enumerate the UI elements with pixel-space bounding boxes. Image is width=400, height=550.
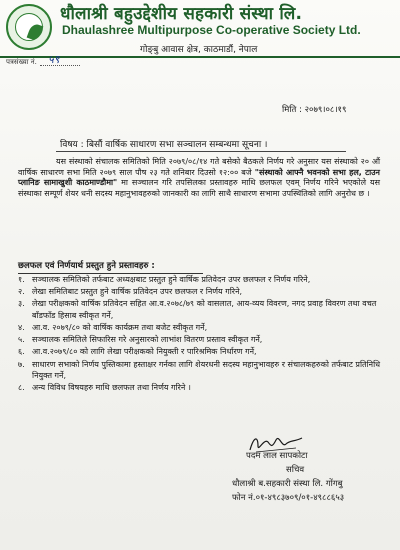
signatory-name: पदम लाल सापकोटा (246, 451, 308, 461)
notice-date: मिति : २०७९।०८।१९ (282, 105, 347, 115)
agenda-item: ३. लेखा परीक्षकको वार्षिक प्रतिवेदन सहित आ.व.२०७८/७९ को वासलात, आय-व्यय विवरण, नगद प्रवाह विवरण तथा वचत बाँडफाँड हिसाब स्वीकृत गर्ने, (18, 299, 377, 320)
agenda-heading: छलफल एवं निर्णयार्थ प्रस्तुत हुने प्रस्तावहरु : (18, 261, 155, 271)
agenda-item: ८. अन्य विविध विषयहरु माथि छलफल तथा निर्णय गरिने । (18, 383, 191, 393)
agenda-list (18, 274, 388, 394)
signatory-org: धौलाश्री ब.सहकारी संस्था लि. गोंगबु (232, 479, 343, 489)
agenda-item: ४. आ.व. २०७९/८० को वार्षिक कार्यक्रम तथा बजेट स्वीकृत गर्ने, (18, 323, 208, 333)
body-part1: यस संस्थाको संचालक समितिको मिति २०७९/०८/१४ गते बसेको बैठकले निर्णय गरे अनुसार यस संस्थाको २० औं वार्षिक साधारण सभा मिति २०७९ साल पौष २३ गते शनिबार दिउसो १२:०० बजे (18, 157, 380, 177)
agenda-item: ६. आ.व.२०७९/८० को लागि लेखा परीक्षकको नियुक्ती र पारिश्रमिक निर्धारण गर्ने, (18, 347, 257, 357)
signatory-phone: फोन नं.०१-४९८३७०९/०१-४९८८६५३ (232, 493, 345, 503)
subject-underline (56, 151, 346, 152)
body-part2: मा सञ्चालन गरि तपसिलका प्रस्तावहरु माथि छलफल एवम् निर्णय गरिने भएकोले यस संस्थाका सम्पूर्ण शेयर धनी सदस्य महानुभावहरुको जानकारी का लागि साथै साधारण सभामा उपस्थितिको लागि अनुरोध छ । (18, 178, 380, 198)
notice-subject: विषय : बिसौं वार्षिक साधारण सभा सञ्चालन सम्बन्धमा सूचना । (60, 140, 268, 150)
agenda-item: ५. सञ्चालक समितिले सिफारिस गरे अनुसारको लाभांश वितरण प्रस्ताव स्वीकृत गर्ने, (18, 335, 263, 345)
signatory-role: सचिव (286, 465, 305, 475)
org-title-english: Dhaulashree Multipurpose Co-operative Society Ltd. (62, 23, 361, 37)
cooperative-logo-icon (6, 4, 52, 50)
agenda-item: ७. साधारण सभाको निर्णय पुस्तिकामा हस्ताक्षर गर्नका लागि शेयरधनी सदस्य महानुभावहरु र संचालकहरुको तर्फबाट प्रतिनिधि नियुक्त गर्ने, (18, 359, 381, 381)
body-venue: "संस्थाको आफ्नै भवनको सभा हल, टाउन प्लानिङ सामाखुशी काठमाण्डौमा" (18, 167, 380, 188)
notice-body (18, 157, 380, 199)
reg-label: पत्रसंख्या नं. (6, 58, 37, 66)
agenda-item: १. सञ्चालक समितिको तर्फबाट अध्यक्षबाट प्रस्तुत हुने वार्षिक प्रतिवेदन उपर छलफल र निर्णय गरिने, (18, 275, 311, 284)
reg-underline (40, 65, 80, 66)
org-address: गोङ्बु आवास क्षेत्र, काठमाडौं, नेपाल (140, 45, 258, 55)
header-divider (0, 56, 400, 58)
reg-number: ५९ (48, 53, 60, 66)
org-title-nepali: धौलाश्री बहुउद्देशीय सहकारी संस्था लि. (60, 4, 303, 24)
agenda-item: २. लेखा समितिबाट प्रस्तुत हुने वार्षिक प्रतिवेदन उपर छलफल र निर्णय गरिने, (18, 287, 243, 297)
